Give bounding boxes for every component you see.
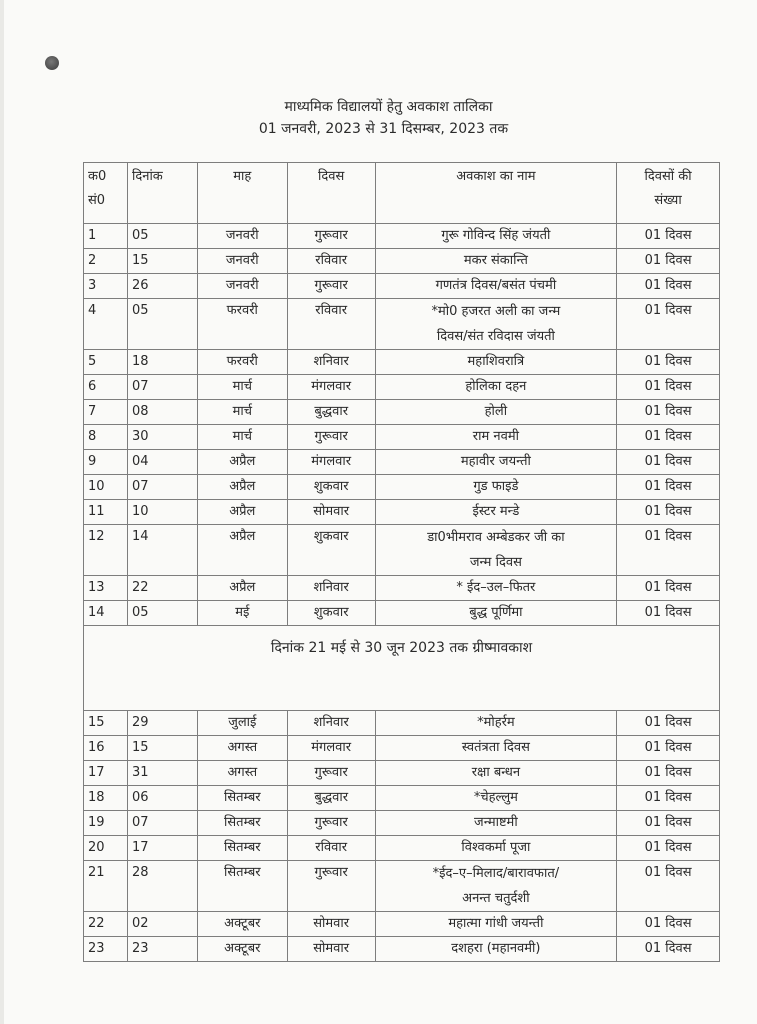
cell-month: जनवरी	[197, 274, 287, 299]
cell-weekday: सोमवार	[287, 500, 375, 525]
cell-weekday: रविवार	[287, 299, 375, 350]
cell-weekday: शनिवार	[287, 576, 375, 601]
cell-month: अप्रैल	[197, 525, 287, 576]
cell-holiday-name: होलिका दहन	[375, 375, 617, 400]
table-row	[84, 274, 720, 299]
cell-holiday-name: * ईद–उल–फितर	[375, 576, 617, 601]
cell-date: 05	[127, 299, 197, 350]
cell-month: अक्टूबर	[197, 912, 287, 937]
table-header-row	[84, 163, 720, 224]
cell-day-count: 01 दिवस	[617, 525, 720, 576]
cell-holiday-name: गणतंत्र दिवस/बसंत पंचमी	[375, 274, 617, 299]
cell-holiday-name	[375, 525, 617, 576]
table-row	[84, 736, 720, 761]
cell-date: 05	[127, 601, 197, 626]
cell-day-count: 01 दिवस	[617, 711, 720, 736]
cell-serial-number: 8	[84, 425, 128, 450]
table-row	[84, 375, 720, 400]
cell-serial-number: 7	[84, 400, 128, 425]
cell-day-count: 01 दिवस	[617, 274, 720, 299]
cell-month: फरवरी	[197, 299, 287, 350]
cell-date: 10	[127, 500, 197, 525]
cell-serial-number: 15	[84, 711, 128, 736]
table-row	[84, 249, 720, 274]
cell-day-count: 01 दिवस	[617, 576, 720, 601]
cell-holiday-name	[375, 861, 617, 912]
cell-holiday-name: दशहरा (महानवमी)	[375, 937, 617, 962]
holiday-name-line2: अनन्त चतुर्दशी	[462, 891, 530, 906]
summer-vacation-row	[84, 626, 720, 711]
table-row	[84, 811, 720, 836]
cell-month: मार्च	[197, 425, 287, 450]
cell-month: अगस्त	[197, 761, 287, 786]
summer-vacation-section	[84, 626, 720, 711]
cell-month: सितम्बर	[197, 836, 287, 861]
cell-day-count: 01 दिवस	[617, 601, 720, 626]
table-row	[84, 500, 720, 525]
table-row	[84, 761, 720, 786]
cell-holiday-name: महावीर जयन्ती	[375, 450, 617, 475]
cell-holiday-name: जन्माष्टमी	[375, 811, 617, 836]
table-row	[84, 576, 720, 601]
cell-holiday-name: *चेहल्लुम	[375, 786, 617, 811]
cell-day-count: 01 दिवस	[617, 861, 720, 912]
table-row	[84, 912, 720, 937]
header-count-line2: संख्या	[654, 193, 682, 208]
cell-weekday: शुकवार	[287, 601, 375, 626]
cell-date: 07	[127, 475, 197, 500]
cell-month: सितम्बर	[197, 811, 287, 836]
cell-date: 05	[127, 224, 197, 249]
cell-weekday: सोमवार	[287, 912, 375, 937]
cell-weekday: गुरूवार	[287, 274, 375, 299]
cell-serial-number: 6	[84, 375, 128, 400]
cell-serial-number: 21	[84, 861, 128, 912]
header-serial-line1: क0	[88, 169, 107, 184]
cell-holiday-name: महात्मा गांधी जयन्ती	[375, 912, 617, 937]
table-row	[84, 425, 720, 450]
cell-month: अप्रैल	[197, 450, 287, 475]
page-edge-shadow	[0, 0, 4, 1024]
cell-serial-number: 10	[84, 475, 128, 500]
cell-day-count: 01 दिवस	[617, 249, 720, 274]
header-serial-line2: सं0	[88, 193, 106, 208]
cell-date: 06	[127, 786, 197, 811]
cell-weekday: शनिवार	[287, 711, 375, 736]
cell-serial-number: 20	[84, 836, 128, 861]
cell-weekday: गुरूवार	[287, 811, 375, 836]
cell-weekday: गुरूवार	[287, 861, 375, 912]
cell-date: 28	[127, 861, 197, 912]
cell-weekday: शनिवार	[287, 350, 375, 375]
cell-day-count: 01 दिवस	[617, 350, 720, 375]
cell-date: 22	[127, 576, 197, 601]
cell-holiday-name: मकर संकान्ति	[375, 249, 617, 274]
cell-date: 26	[127, 274, 197, 299]
cell-date: 15	[127, 249, 197, 274]
cell-month: मार्च	[197, 400, 287, 425]
cell-day-count: 01 दिवस	[617, 450, 720, 475]
table-row	[84, 786, 720, 811]
cell-weekday: मंगलवार	[287, 736, 375, 761]
cell-date: 07	[127, 811, 197, 836]
cell-month: जनवरी	[197, 249, 287, 274]
cell-month: अक्टूबर	[197, 937, 287, 962]
cell-weekday: गुरूवार	[287, 224, 375, 249]
cell-month: अप्रैल	[197, 475, 287, 500]
title-line-2: 01 जनवरी, 2023 से 31 दिसम्बर, 2023 तक	[258, 121, 509, 137]
cell-day-count: 01 दिवस	[617, 937, 720, 962]
cell-holiday-name	[375, 299, 617, 350]
cell-month: अप्रैल	[197, 500, 287, 525]
cell-day-count: 01 दिवस	[617, 736, 720, 761]
cell-holiday-name: *मोहर्रम	[375, 711, 617, 736]
holiday-name-line2: जन्म दिवस	[469, 555, 522, 570]
cell-month: जुलाई	[197, 711, 287, 736]
cell-month: सितम्बर	[197, 786, 287, 811]
cell-holiday-name: ईस्टर मन्डे	[375, 500, 617, 525]
cell-date: 17	[127, 836, 197, 861]
cell-day-count: 01 दिवस	[617, 836, 720, 861]
cell-serial-number: 1	[84, 224, 128, 249]
cell-serial-number: 13	[84, 576, 128, 601]
cell-serial-number: 16	[84, 736, 128, 761]
header-month: माह	[197, 163, 287, 224]
cell-serial-number: 22	[84, 912, 128, 937]
cell-weekday: सोमवार	[287, 937, 375, 962]
cell-holiday-name: होली	[375, 400, 617, 425]
table-body-part1	[84, 224, 720, 626]
table-row	[84, 224, 720, 249]
cell-serial-number: 23	[84, 937, 128, 962]
holiday-name-line1: *मो0 हजरत अली का जन्म	[431, 304, 561, 319]
cell-holiday-name: गुरू गोविन्द सिंह जंयती	[375, 224, 617, 249]
table-row	[84, 861, 720, 912]
document-title	[0, 96, 757, 140]
cell-serial-number: 18	[84, 786, 128, 811]
cell-serial-number: 3	[84, 274, 128, 299]
header-date: दिनांक	[127, 163, 197, 224]
header-holiday-name: अवकाश का नाम	[375, 163, 617, 224]
cell-date: 08	[127, 400, 197, 425]
cell-day-count: 01 दिवस	[617, 912, 720, 937]
cell-date: 23	[127, 937, 197, 962]
cell-day-count: 01 दिवस	[617, 375, 720, 400]
table-row	[84, 475, 720, 500]
punch-hole-mark	[45, 56, 59, 70]
cell-date: 15	[127, 736, 197, 761]
cell-month: जनवरी	[197, 224, 287, 249]
table-row	[84, 299, 720, 350]
cell-day-count: 01 दिवस	[617, 400, 720, 425]
table-row	[84, 525, 720, 576]
cell-date: 02	[127, 912, 197, 937]
table-row	[84, 601, 720, 626]
holiday-name-line1: डा0भीमराव अम्बेडकर जी का	[427, 530, 565, 545]
holiday-table	[83, 162, 720, 962]
cell-date: 04	[127, 450, 197, 475]
cell-serial-number: 9	[84, 450, 128, 475]
cell-weekday: बुद्धवार	[287, 786, 375, 811]
header-count-line1: दिवसों की	[644, 169, 692, 184]
cell-holiday-name: रक्षा बन्धन	[375, 761, 617, 786]
cell-holiday-name: राम नवमी	[375, 425, 617, 450]
cell-date: 29	[127, 711, 197, 736]
cell-holiday-name: गुड फाइडे	[375, 475, 617, 500]
cell-weekday: गुरूवार	[287, 761, 375, 786]
title-line-1: माध्यमिक विद्यालयों हेतु अवकाश तालिका	[284, 99, 493, 115]
cell-serial-number: 4	[84, 299, 128, 350]
holiday-name-line1: *ईद–ए–मिलाद/बारावफात/	[432, 866, 560, 881]
header-serial-number	[84, 163, 128, 224]
cell-holiday-name: महाशिवरात्रि	[375, 350, 617, 375]
cell-weekday: शुकवार	[287, 525, 375, 576]
cell-weekday: गुरूवार	[287, 425, 375, 450]
cell-weekday: शुकवार	[287, 475, 375, 500]
table-row	[84, 350, 720, 375]
cell-weekday: मंगलवार	[287, 375, 375, 400]
cell-day-count: 01 दिवस	[617, 475, 720, 500]
cell-date: 07	[127, 375, 197, 400]
cell-serial-number: 5	[84, 350, 128, 375]
cell-serial-number: 2	[84, 249, 128, 274]
summer-vacation-note: दिनांक 21 मई से 30 जून 2023 तक ग्रीष्मावकाश	[84, 626, 720, 711]
header-weekday: दिवस	[287, 163, 375, 224]
cell-weekday: बुद्धवार	[287, 400, 375, 425]
table-row	[84, 937, 720, 962]
cell-day-count: 01 दिवस	[617, 425, 720, 450]
cell-day-count: 01 दिवस	[617, 500, 720, 525]
cell-month: अगस्त	[197, 736, 287, 761]
cell-serial-number: 17	[84, 761, 128, 786]
cell-serial-number: 11	[84, 500, 128, 525]
cell-month: फरवरी	[197, 350, 287, 375]
cell-date: 31	[127, 761, 197, 786]
cell-date: 18	[127, 350, 197, 375]
cell-month: मार्च	[197, 375, 287, 400]
cell-day-count: 01 दिवस	[617, 786, 720, 811]
cell-day-count: 01 दिवस	[617, 811, 720, 836]
table-row	[84, 400, 720, 425]
cell-month: अप्रैल	[197, 576, 287, 601]
cell-day-count: 01 दिवस	[617, 761, 720, 786]
cell-day-count: 01 दिवस	[617, 299, 720, 350]
cell-serial-number: 12	[84, 525, 128, 576]
cell-day-count: 01 दिवस	[617, 224, 720, 249]
cell-month: मई	[197, 601, 287, 626]
holiday-name-line2: दिवस/संत रविदास जंयती	[436, 329, 555, 344]
header-day-count	[617, 163, 720, 224]
cell-weekday: मंगलवार	[287, 450, 375, 475]
cell-serial-number: 19	[84, 811, 128, 836]
cell-weekday: रविवार	[287, 249, 375, 274]
cell-holiday-name: बुद्ध पूर्णिमा	[375, 601, 617, 626]
cell-date: 30	[127, 425, 197, 450]
cell-holiday-name: स्वतंत्रता दिवस	[375, 736, 617, 761]
cell-weekday: रविवार	[287, 836, 375, 861]
table-row	[84, 836, 720, 861]
cell-holiday-name: विश्वकर्मा पूजा	[375, 836, 617, 861]
cell-month: सितम्बर	[197, 861, 287, 912]
cell-serial-number: 14	[84, 601, 128, 626]
table-row	[84, 711, 720, 736]
table-row	[84, 450, 720, 475]
table-body-part2	[84, 711, 720, 962]
cell-date: 14	[127, 525, 197, 576]
